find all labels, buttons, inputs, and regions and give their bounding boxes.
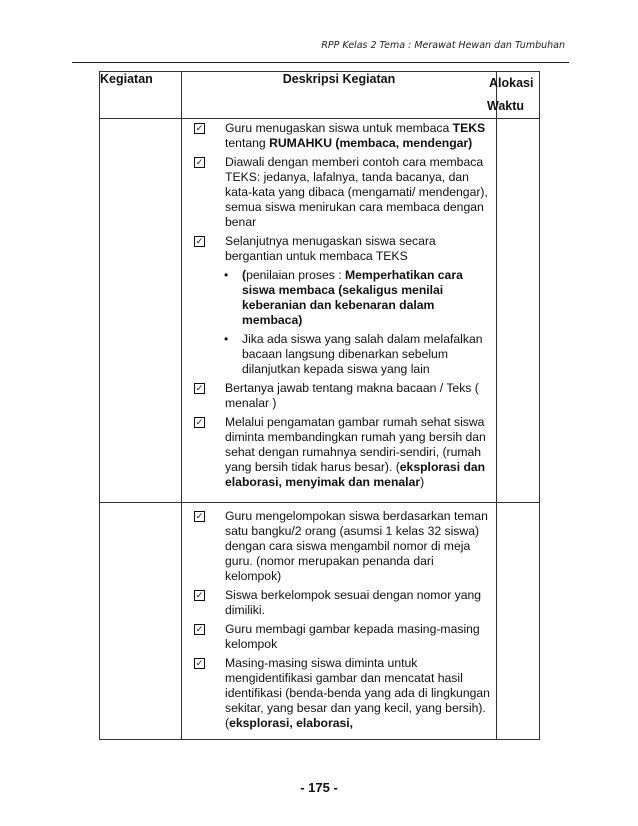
sub-list-item bbox=[190, 332, 492, 377]
item-text: Masing-masing siswa diminta untuk mengidentifikasi gambar dan mencatat hasil identifikasi (benda-benda yang ada di lingkungan sekitar, yang besar dan yang kecil, yang bersih). ( bbox=[225, 656, 490, 730]
sub-item-bold-text: ( bbox=[242, 268, 247, 282]
table-row bbox=[100, 119, 540, 503]
header-kegiatan: Kegiatan bbox=[100, 72, 182, 119]
list-item bbox=[190, 656, 492, 731]
list-item bbox=[190, 381, 492, 411]
checkbox-icon: ✓ bbox=[195, 417, 204, 427]
list-item bbox=[190, 121, 492, 151]
item-text: ) bbox=[420, 475, 425, 489]
header-alokasi-waktu bbox=[487, 72, 540, 119]
checkbox-icon: ✓ bbox=[195, 590, 204, 600]
sub-item-text: Jika ada siswa yang salah dalam melafalkan bacaan langsung dibenarkan sebelum dilanjutkan kepada siswa yang lain bbox=[242, 332, 483, 376]
checkbox-icon: ✓ bbox=[195, 236, 204, 246]
alokasi-cell bbox=[497, 119, 540, 503]
checkbox-icon: ✓ bbox=[195, 157, 204, 167]
list-item bbox=[190, 234, 492, 264]
checkbox-icon: ✓ bbox=[195, 658, 204, 668]
page-number: - 175 - bbox=[300, 780, 338, 795]
sub-item-text: penilaian proses : bbox=[246, 268, 345, 282]
table-row bbox=[100, 503, 540, 740]
header-alokasi-line2: Waktu bbox=[487, 99, 525, 113]
item-bold-text: RUMAHKU (membaca, mendengar) bbox=[269, 136, 473, 150]
list-item bbox=[190, 155, 492, 230]
checkbox-icon: ✓ bbox=[195, 383, 204, 393]
item-text: Guru mengelompokan siswa berdasarkan teman satu bangku/2 orang (asumsi 1 kelas 32 siswa) dengan cara siswa mengambil nomor di meja guru. (nomor merupakan penanda dari kelompok) bbox=[225, 509, 488, 583]
item-text: Selanjutnya menugaskan siswa secara bergantian untuk membaca TEKS bbox=[225, 234, 436, 263]
sub-list-item bbox=[190, 268, 492, 328]
item-text: Guru membagi gambar kepada masing-masing kelompok bbox=[225, 622, 480, 651]
item-text: tentang bbox=[225, 136, 270, 150]
item-bold-text: TEKS bbox=[452, 121, 486, 135]
alokasi-cell bbox=[497, 503, 540, 740]
item-bold-text: eksplorasi dan elaborasi, menyimak dan menalar bbox=[225, 460, 486, 489]
header-deskripsi: Deskripsi Kegiatan bbox=[182, 72, 497, 119]
item-text: Guru menugaskan siswa untuk membaca bbox=[225, 121, 453, 135]
kegiatan-cell bbox=[100, 503, 182, 740]
bullet-icon: • bbox=[224, 332, 229, 346]
item-bold-text: eksplorasi, elaborasi, bbox=[229, 716, 354, 730]
deskripsi-cell bbox=[182, 503, 497, 740]
list-item bbox=[190, 415, 492, 490]
item-text: Bertanya jawab tentang makna bacaan / Teks ( menalar ) bbox=[225, 381, 479, 410]
item-text: Diawali dengan memberi contoh cara membaca TEKS: jedanya, lafalnya, tanda bacanya, dan kata-kata yang dibaca (mengamati/ mendengar), semua siswa menirukan cara membaca dengan benar bbox=[225, 155, 488, 229]
list-item bbox=[190, 509, 492, 584]
checkbox-icon: ✓ bbox=[195, 624, 204, 634]
header-divider bbox=[72, 62, 569, 63]
item-text: Siswa berkelompok sesuai dengan nomor yang dimiliki. bbox=[225, 588, 482, 617]
header-alokasi-line1: Alokasi bbox=[489, 76, 534, 90]
kegiatan-cell bbox=[100, 119, 182, 503]
list-item bbox=[190, 588, 492, 618]
bullet-icon: • bbox=[224, 268, 229, 282]
sub-item-bold-text: Memperhatikan cara siswa membaca (sekaligus menilai keberanian dan kebenaran dalam membaca) bbox=[242, 268, 463, 327]
list-item bbox=[190, 622, 492, 652]
checkbox-icon: ✓ bbox=[195, 123, 204, 133]
deskripsi-cell bbox=[182, 119, 497, 503]
checkbox-icon: ✓ bbox=[195, 511, 204, 521]
running-header: RPP Kelas 2 Tema : Merawat Hewan dan Tumbuhan bbox=[321, 40, 565, 51]
table-header-row bbox=[100, 72, 540, 119]
activity-table bbox=[99, 71, 540, 740]
item-text: Melalui pengamatan gambar rumah sehat siswa diminta membandingkan rumah yang bersih dan sehat dengan rumahnya sendiri-sendiri, (rumah yang bersih tidak harus besar). ( bbox=[225, 415, 486, 474]
